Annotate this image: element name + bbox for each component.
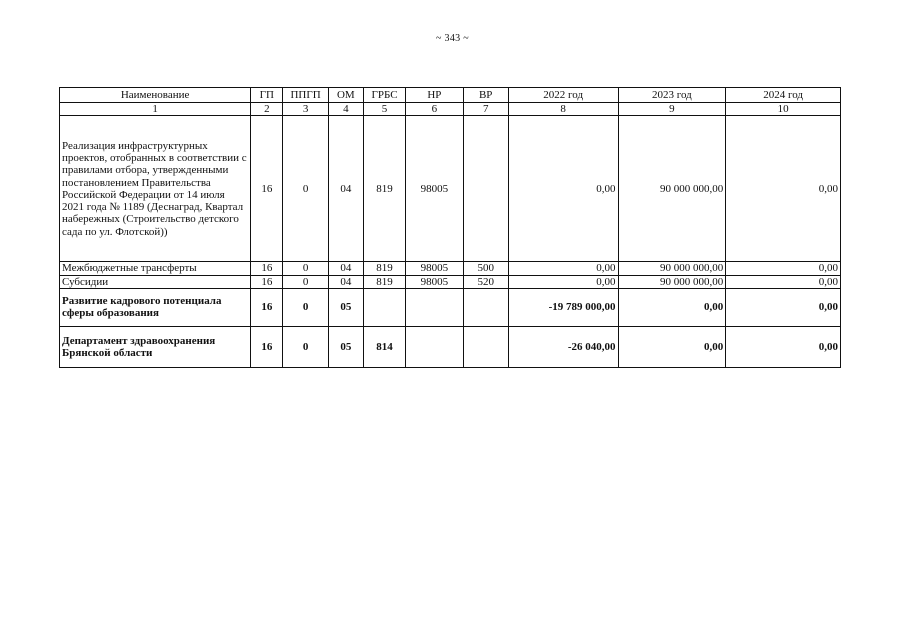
- col-header-om: ОМ: [328, 88, 363, 103]
- row-name: Субсидии: [60, 275, 251, 288]
- column-index: 2: [251, 103, 283, 116]
- cell-2022: -26 040,00: [508, 326, 618, 367]
- column-index: 3: [283, 103, 328, 116]
- column-index: 10: [726, 103, 841, 116]
- cell-2023: 90 000 000,00: [618, 262, 726, 275]
- cell-gp: 16: [251, 288, 283, 326]
- cell-grbs: 819: [363, 275, 405, 288]
- col-header-2024: 2024 год: [726, 88, 841, 103]
- cell-2023: 0,00: [618, 288, 726, 326]
- col-header-vr: ВР: [463, 88, 508, 103]
- column-index-row: [60, 103, 841, 116]
- cell-gp: 16: [251, 262, 283, 275]
- cell-gp: 16: [251, 326, 283, 367]
- table-row: [60, 116, 841, 262]
- cell-grbs: 819: [363, 262, 405, 275]
- cell-2022: -19 789 000,00: [508, 288, 618, 326]
- cell-grbs: [363, 288, 405, 326]
- row-name: Департамент здравоохранения Брянской области: [60, 326, 251, 367]
- cell-2024: 0,00: [726, 326, 841, 367]
- budget-table: [59, 87, 841, 368]
- cell-ppgp: 0: [283, 275, 328, 288]
- cell-gp: 16: [251, 275, 283, 288]
- col-header-grbs: ГРБС: [363, 88, 405, 103]
- cell-nr: [406, 326, 463, 367]
- column-index: 8: [508, 103, 618, 116]
- row-name: Межбюджетные трансферты: [60, 262, 251, 275]
- table-row: [60, 262, 841, 275]
- cell-grbs: 819: [363, 116, 405, 262]
- cell-gp: 16: [251, 116, 283, 262]
- row-name: Развитие кадрового потенциала сферы образования: [60, 288, 251, 326]
- cell-nr: 98005: [406, 275, 463, 288]
- col-header-gp: ГП: [251, 88, 283, 103]
- cell-vr: 500: [463, 262, 508, 275]
- table-row: [60, 288, 841, 326]
- cell-om: 05: [328, 326, 363, 367]
- cell-nr: 98005: [406, 116, 463, 262]
- col-header-2023: 2023 год: [618, 88, 726, 103]
- column-index: 1: [60, 103, 251, 116]
- cell-2023: 90 000 000,00: [618, 116, 726, 262]
- cell-ppgp: 0: [283, 116, 328, 262]
- column-index: 6: [406, 103, 463, 116]
- col-header-name: Наименование: [60, 88, 251, 103]
- cell-grbs: 814: [363, 326, 405, 367]
- cell-vr: 520: [463, 275, 508, 288]
- cell-om: 05: [328, 288, 363, 326]
- column-index: 4: [328, 103, 363, 116]
- cell-2023: 0,00: [618, 326, 726, 367]
- cell-vr: [463, 326, 508, 367]
- cell-om: 04: [328, 262, 363, 275]
- column-index: 9: [618, 103, 726, 116]
- cell-2024: 0,00: [726, 116, 841, 262]
- cell-ppgp: 0: [283, 288, 328, 326]
- col-header-2022: 2022 год: [508, 88, 618, 103]
- table-row: [60, 275, 841, 288]
- row-name: Реализация инфраструктурных проектов, отобранных в соответствии с правилами отбора, утвержденными постановлением Правительства Российской Федерации от 14 июля 2021 года № 1189 (Деснаград, Квартал набережных (Строительство детского сада по ул. Флотской)): [60, 116, 251, 262]
- table-row: [60, 326, 841, 367]
- cell-2024: 0,00: [726, 288, 841, 326]
- cell-2022: 0,00: [508, 262, 618, 275]
- cell-vr: [463, 288, 508, 326]
- cell-2022: 0,00: [508, 116, 618, 262]
- cell-nr: 98005: [406, 262, 463, 275]
- cell-ppgp: 0: [283, 326, 328, 367]
- cell-2024: 0,00: [726, 262, 841, 275]
- cell-2022: 0,00: [508, 275, 618, 288]
- cell-vr: [463, 116, 508, 262]
- page-number: ~ 343 ~: [436, 33, 469, 44]
- column-index: 5: [363, 103, 405, 116]
- cell-ppgp: 0: [283, 262, 328, 275]
- cell-nr: [406, 288, 463, 326]
- col-header-nr: НР: [406, 88, 463, 103]
- col-header-ppgp: ППГП: [283, 88, 328, 103]
- header-row: [60, 88, 841, 103]
- cell-2023: 90 000 000,00: [618, 275, 726, 288]
- column-index: 7: [463, 103, 508, 116]
- cell-om: 04: [328, 275, 363, 288]
- cell-2024: 0,00: [726, 275, 841, 288]
- cell-om: 04: [328, 116, 363, 262]
